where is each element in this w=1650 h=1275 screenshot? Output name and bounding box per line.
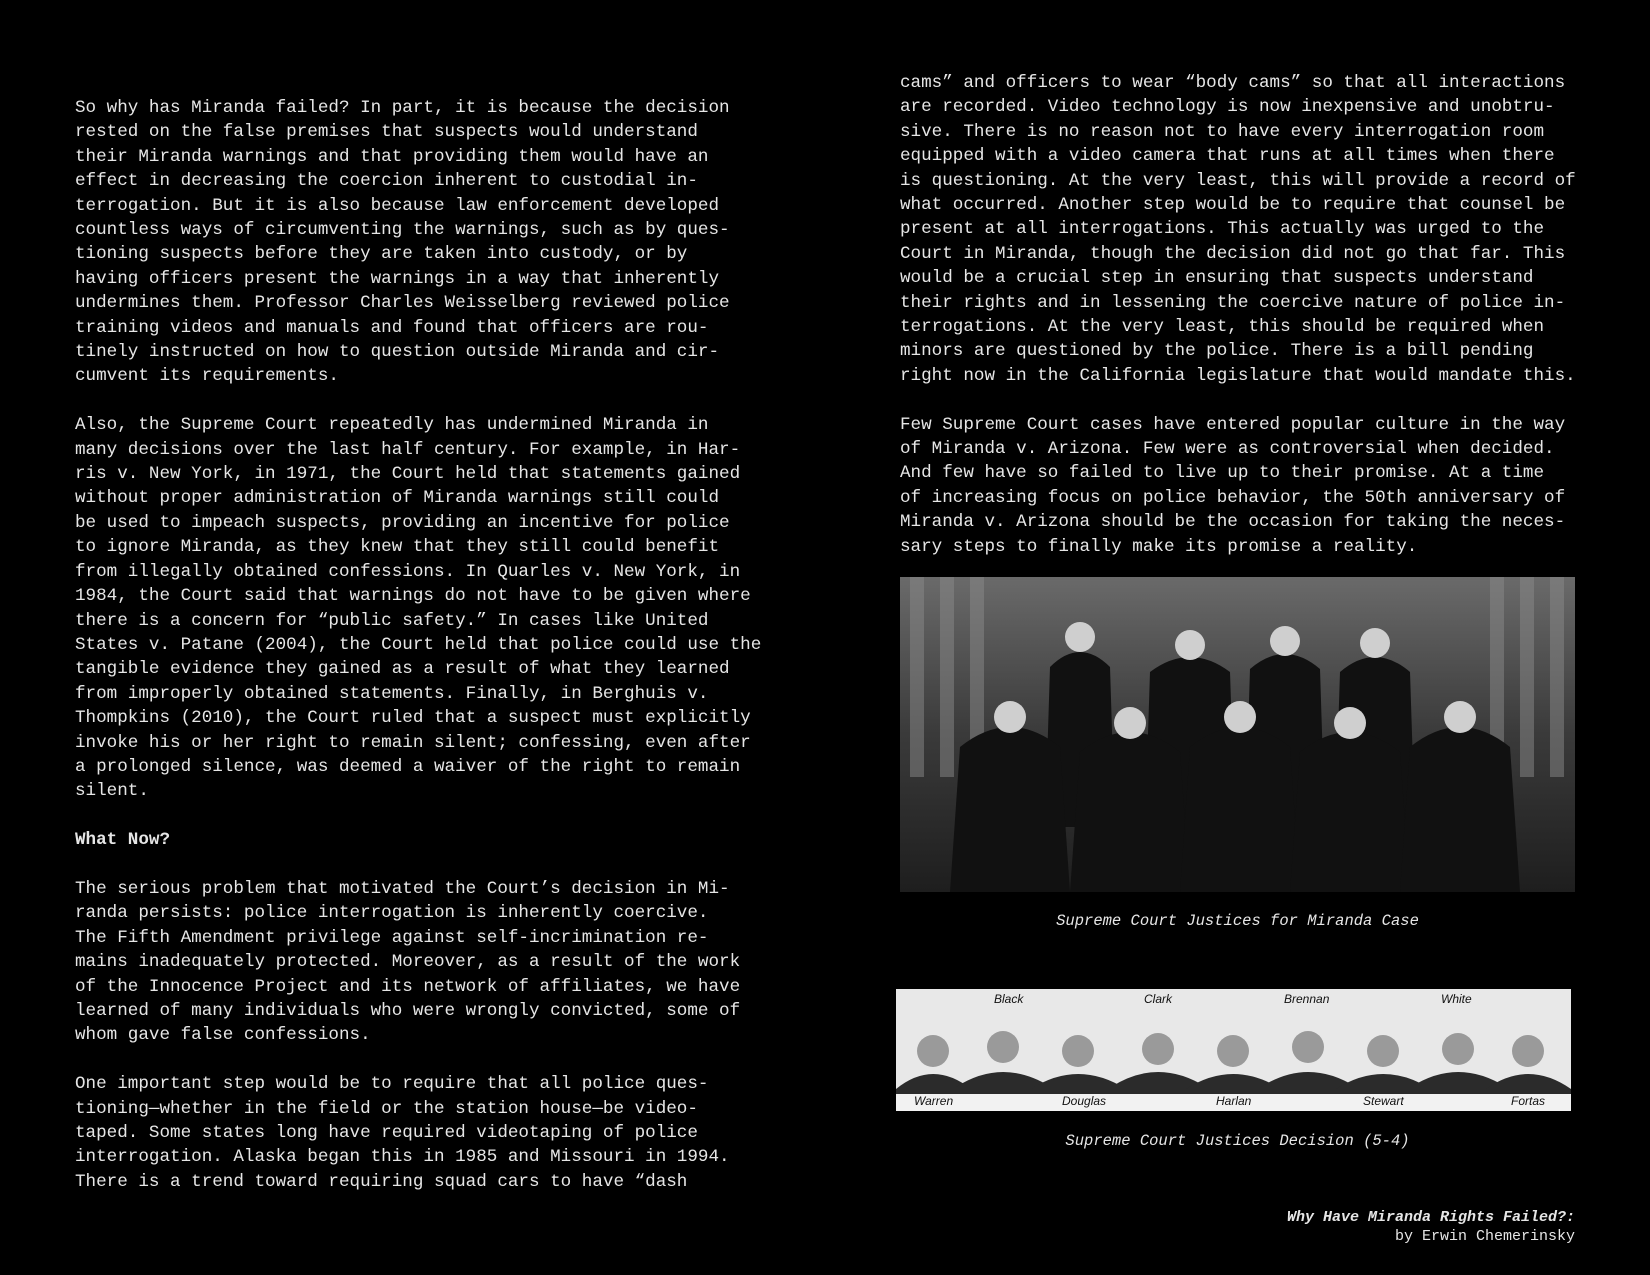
paragraph: The serious problem that motivated the Court’s decision in Mi- randa persists: police interrogation is inherently coercive. The Fifth Amendment privilege against self-incrimination re- mains inadequately protected. Moreover, as a result of the work of the Innocence Project and its network of affiliates, we have learned of many individuals who were wrongly convicted, some of whom gave false confessions. [75,878,741,1046]
justices-group-photo [900,577,1575,892]
justice-name-label: Clark [1144,992,1173,1006]
justices-portrait-strip [896,989,1571,1111]
justice-name-label: Harlan [1216,1094,1252,1108]
justice-name-label: Douglas [1062,1094,1107,1108]
paragraph: Few Supreme Court cases have entered popular culture in the way of Miranda v. Arizona. Few were as controversial when decided. And few have so failed to live up to their promise. At a time of increasing focus on police behavior, the 50th anniversary of Miranda v. Arizona should be the occasion for taking the neces- sary steps to finally make its promise a reality. [900,414,1566,557]
justice-name-label: Warren [914,1094,954,1108]
portrait-strip-illustration [896,989,1571,1111]
article-author: by Erwin Chemerinsky [1394,1228,1575,1245]
section-heading: What Now? [75,830,171,851]
justice-name-label: White [1441,992,1472,1006]
photo-caption: Supreme Court Justices for Miranda Case [1056,912,1419,930]
strip-caption: Supreme Court Justices Decision (5-4) [1065,1132,1410,1150]
article-title: Why Have Miranda Rights Failed?: [1286,1209,1575,1226]
paragraph: One important step would be to require that all police ques- tioning—whether in the field or the station house—be video- taped. Some states long have required videotaping of police interrogation. Alaska began this in 1985 and Missouri in 1994. There is a trend toward requiring squad cars to have “dash [75,1074,730,1192]
paragraph: So why has Miranda failed? In part, it is because the decision rested on the false premises that suspects would understand their Miranda warnings and that providing them would have an effect in decreasing the coercion inherent to custodial in- terrogation. But it is also because law enforcement developed countless ways of circumventing the warnings, such as by ques- tioning suspects before they are taken into custody, or by having officers present the warnings in a way that inherently undermines them. Professor Charles Weisselberg reviewed police training videos and manuals and found that officers are rou- tinely instructed on how to question outside Miranda and cir- cumvent its requirements. [75,98,730,387]
right-column [900,71,1580,584]
article-credit [1287,1208,1575,1246]
paragraph: cams” and officers to wear “body cams” so that all interactions are recorded. Video technology is now inexpensive and unobtru- sive. There is no reason not to have every interrogation room equipped with a video camera that runs at all times when there is questioning. At the very least, this will provide a record of what occurred. Another step would be to require that counsel be present at all interrogations. This actually was urged to the Court in Miranda, though the decision did not go that far. This would be a crucial step in ensuring that suspects understand their rights and in lessening the coercive nature of police in- terrogations. At the very least, this should be required when minors are questioned by the police. There is a bill pending right now in the California legislature that would mandate this. [900,73,1576,386]
paragraph: Also, the Supreme Court repeatedly has undermined Miranda in many decisions over the last half century. For example, in Har- ris v. New York, in 1971, the Court held that statements gained without proper administration of Miranda warnings still could be used to impeach suspects, providing an incentive for police to ignore Miranda, as they knew that they still could benefit from illegally obtained confessions. In Quarles v. New York, in 1984, the Court said that warnings do not have to be given where there is a concern for “public safety.” In cases like United States v. Patane (2004), the Court held that police could use the tangible evidence they gained as a result of what they learned from improperly obtained statements. Finally, in Berghuis v. Thompkins (2010), the Court ruled that a suspect must explicitly invoke his or her right to remain silent; confessing, even after a prolonged silence, was deemed a waiver of the right to remain silent. [75,415,762,802]
left-column [75,96,765,1219]
justice-name-label: Black [994,992,1024,1006]
justice-name-label: Fortas [1511,1094,1546,1108]
justice-name-label: Stewart [1363,1094,1404,1108]
justices-photo-illustration [900,577,1575,892]
justice-name-label: Brennan [1284,992,1330,1006]
